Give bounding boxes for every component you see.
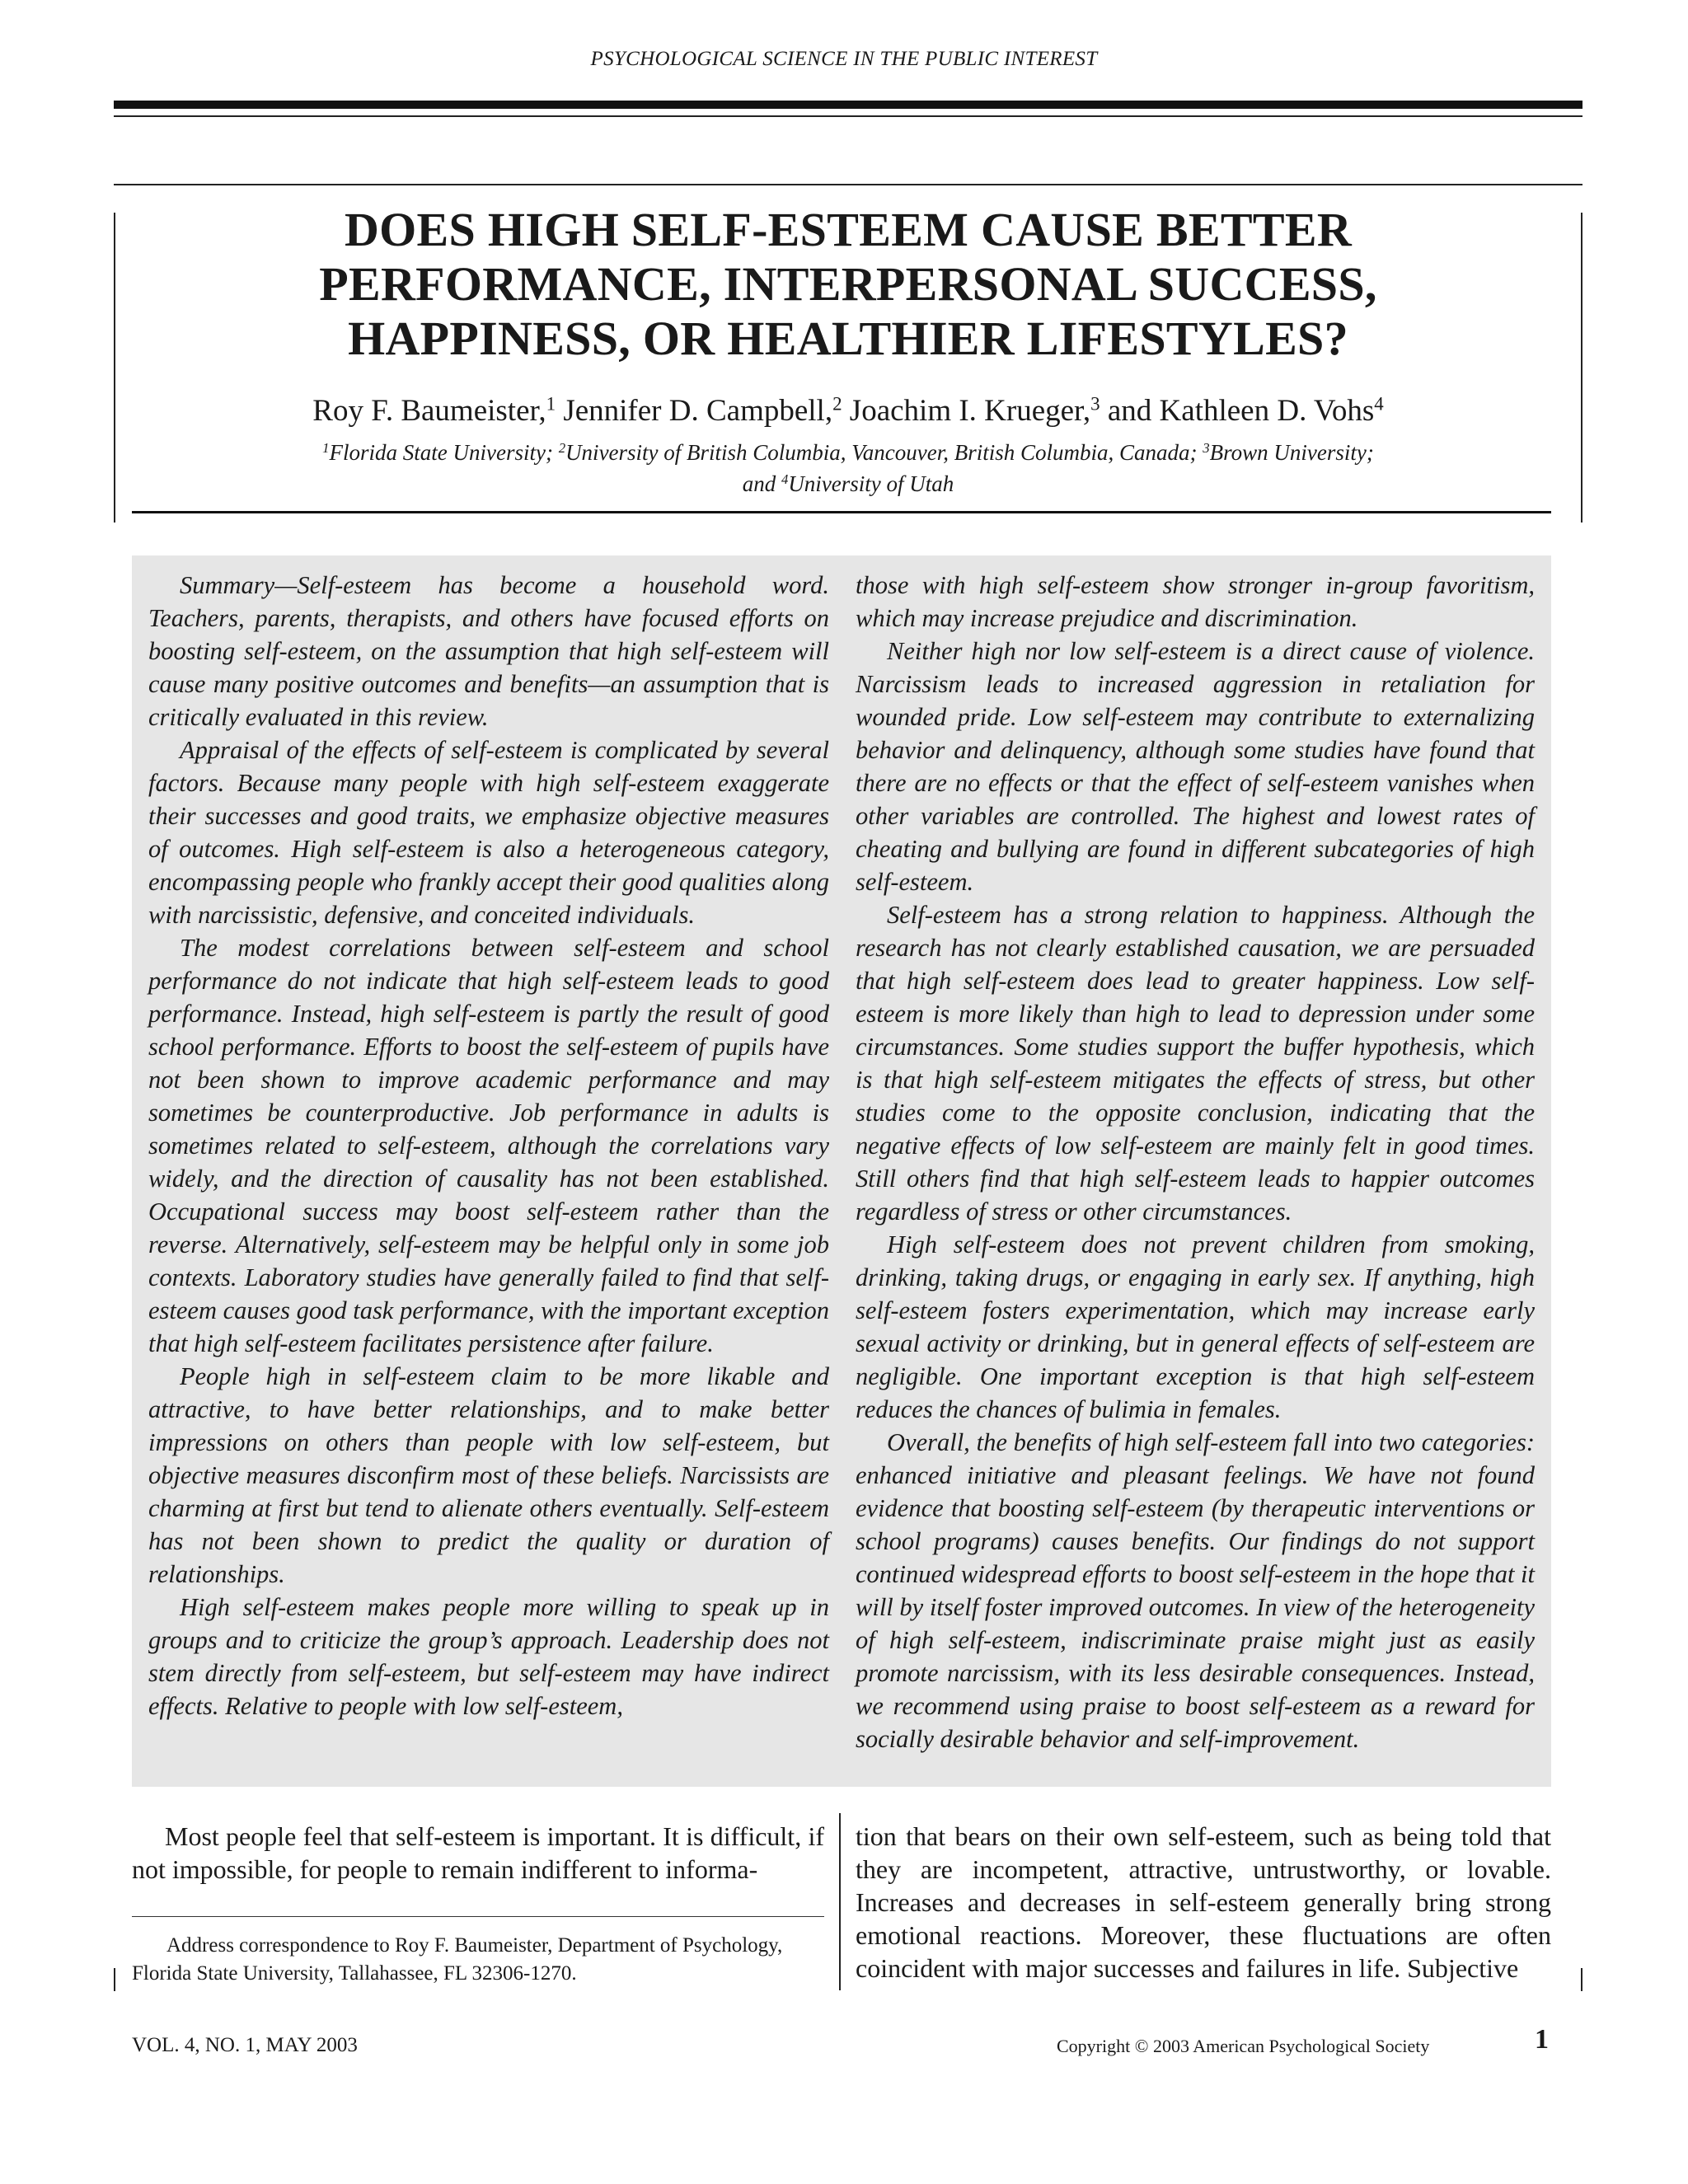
footnote-text: Address correspondence to Roy F. Baumeister, Department of Psychology, Florida State University, Tallahassee, FL 32306-1270. [132,1934,783,1985]
affiliation-line [165,437,1531,468]
summary-paragraph: People high in self-esteem claim to be more likable and attractive, to have better relationships, and to make better impressions on others than people with low self-esteem, but objective measures disconfirm most of these beliefs. Narcissists are charming at first but tend to alienate others eventually. Self-esteem has not been shown to predict the quality or duration of relationships. [148,1362,829,1588]
summary-paragraph-continued: those with high self-esteem show stronger in-group favoritism, which may increase prejudice and discrimination. [856,571,1535,632]
affil-mark: 4 [781,471,789,487]
right-frame-rule-bottom [1581,1968,1582,1991]
affiliation: University of British Columbia, Vancouver, British Columbia, Canada; [565,440,1203,465]
author-name: Jennifer D. Campbell, [556,394,833,428]
header-rule-thick [114,101,1582,109]
summary-paragraph: Appraisal of the effects of self-esteem is complicated by several factors. Because many people with high self-esteem exaggerate their successes and good traits, we emphasize objective measures of outcomes. High self-esteem is also a heterogeneous category, encompassing people who frankly accept their good qualities along with narcissistic, defensive, and conceited individuals. [148,736,829,929]
correspondence-footnote [132,1932,824,1988]
left-frame-rule [114,213,115,523]
summary-paragraph: Self-esteem has a strong relation to happiness. Although the research has not clearly established causation, we are persuaded that high self-esteem does lead to greater happiness. Low self-esteem is more likely than high to lead to depression under some circumstances. Some studies support the buffer hypothesis, which is that high self-esteem mitigates the effects of stress, but other studies come to the opposite conclusion, indicating that the negative effects of low self-esteem are mainly felt in good times. Still others find that high self-esteem leads to happier outcomes regardless of stress or other circumstances. [856,901,1535,1226]
summary-right-column [856,569,1535,1755]
page-number: 1 [1535,2024,1549,2055]
author-affil-mark: 1 [546,393,556,415]
body-paragraph-continued: tion that bears on their own self-esteem, such as being told that they are incompetent, attractive, untrustworthy, or lovable. Increases and decreases in self-esteem generally bring strong emotional reactions. Moreover, these fluctuations are often coincident with major successes and failures in life. Subjective [856,1821,1551,1983]
author-affil-mark: 3 [1090,393,1100,415]
affil-mark: 3 [1203,439,1210,456]
author-affil-mark: 4 [1374,393,1384,415]
affil-mark: 2 [558,439,566,456]
header-rule-thin [114,115,1582,117]
summary-paragraph: Summary—Self-esteem has become a household word. Teachers, parents, therapists, and others have focused efforts on boosting self-esteem, on the assumption that high self-esteem will cause many positive outcomes and benefits—an assumption that is critically evaluated in this review. [148,571,829,731]
title-top-rule [114,184,1582,185]
affiliation: Florida State University; [329,440,559,465]
title-line: DOES HIGH SELF-ESTEEM CAUSE BETTER [344,203,1353,256]
right-frame-rule [1581,213,1582,523]
title-line: PERFORMANCE, INTERPERSONAL SUCCESS, [319,257,1377,311]
title-bottom-rule [132,511,1551,513]
copyright-notice: Copyright © 2003 American Psychological Society [1057,2036,1430,2056]
affiliation-prefix: and [742,471,781,496]
summary-paragraph: High self-esteem makes people more willing to speak up in groups and to criticize the group’s approach. Leadership does not stem directly from self-esteem, but self-esteem may have indirect effects. Relative to people with low self-esteem, [148,1593,829,1720]
summary-paragraph: Neither high nor low self-esteem is a direct cause of violence. Narcissism leads to increased aggression in retaliation for wounded pride. Low self-esteem may contribute to externalizing behavior and delinquency, although some studies have found that there are no effects or that the effect of self-esteem vanishes when other variables are controlled. The highest and lowest rates of cheating and bullying are found in different subcategories of high self-esteem. [856,637,1535,896]
body-right-column [856,1820,1551,1985]
affil-mark: 1 [322,439,330,456]
author-name: and Kathleen D. Vohs [1100,394,1375,428]
article-title [165,203,1531,366]
affiliation-line [165,468,1531,499]
title-line: HAPPINESS, OR HEALTHIER LIFESTYLES? [348,312,1348,365]
summary-paragraph: Overall, the benefits of high self-esteem fall into two categories: enhanced initiative and pleasant feelings. We have not found evidence that boosting self-esteem (by therapeutic interventions or school programs) causes benefits. Our findings do not support continued widespread efforts to boost self-esteem in the hope that it will by itself foster improved outcomes. In view of the heterogeneity of high self-esteem, indiscriminate praise might just as easily promote narcissism, with its less desirable consequences. Instead, we recommend using praise to boost self-esteem as a reward for socially desirable behavior and self-improvement. [856,1428,1535,1753]
left-frame-rule-bottom [114,1968,115,1991]
author-affil-mark: 2 [832,393,842,415]
summary-paragraph: High self-esteem does not prevent children from smoking, drinking, taking drugs, or engaging in early sex. If anything, high self-esteem fosters experimentation, which may increase early sexual activity or drinking, but in general effects of self-esteem are negligible. One important exception is that high self-esteem reduces the chances of bulimia in females. [856,1230,1535,1423]
running-head: PSYCHOLOGICAL SCIENCE IN THE PUBLIC INTEREST [590,48,1098,70]
column-divider [839,1813,841,1990]
volume-info: VOL. 4, NO. 1, MAY 2003 [132,2034,358,2056]
affiliation: University of Utah [788,471,954,496]
summary-paragraph: The modest correlations between self-esteem and school performance do not indicate that high self-esteem leads to good performance. Instead, high self-esteem is partly the result of good school performance. Efforts to boost the self-esteem of pupils have not been shown to improve academic performance and may sometimes be counterproductive. Job performance in adults is sometimes related to self-esteem, although the correlations vary widely, and the direction of causality has not been established. Occupational success may boost self-esteem rather than the reverse. Alternatively, self-esteem may be helpful only in some job contexts. Laboratory studies have generally failed to find that self-esteem causes good task performance, with the important exception that high self-esteem facilitates persistence after failure. [148,934,829,1357]
author-list [124,392,1573,430]
body-left-column [132,1820,824,1886]
author-name: Roy F. Baumeister, [312,394,546,428]
body-paragraph: Most people feel that self-esteem is important. It is difficult, if not impossible, for people to remain indifferent to informa- [132,1821,824,1884]
summary-left-column [148,569,829,1722]
affiliation: Brown University; [1209,440,1374,465]
footnote-rule [132,1916,824,1917]
author-name: Joachim I. Krueger, [842,394,1091,428]
affiliations [165,437,1531,499]
